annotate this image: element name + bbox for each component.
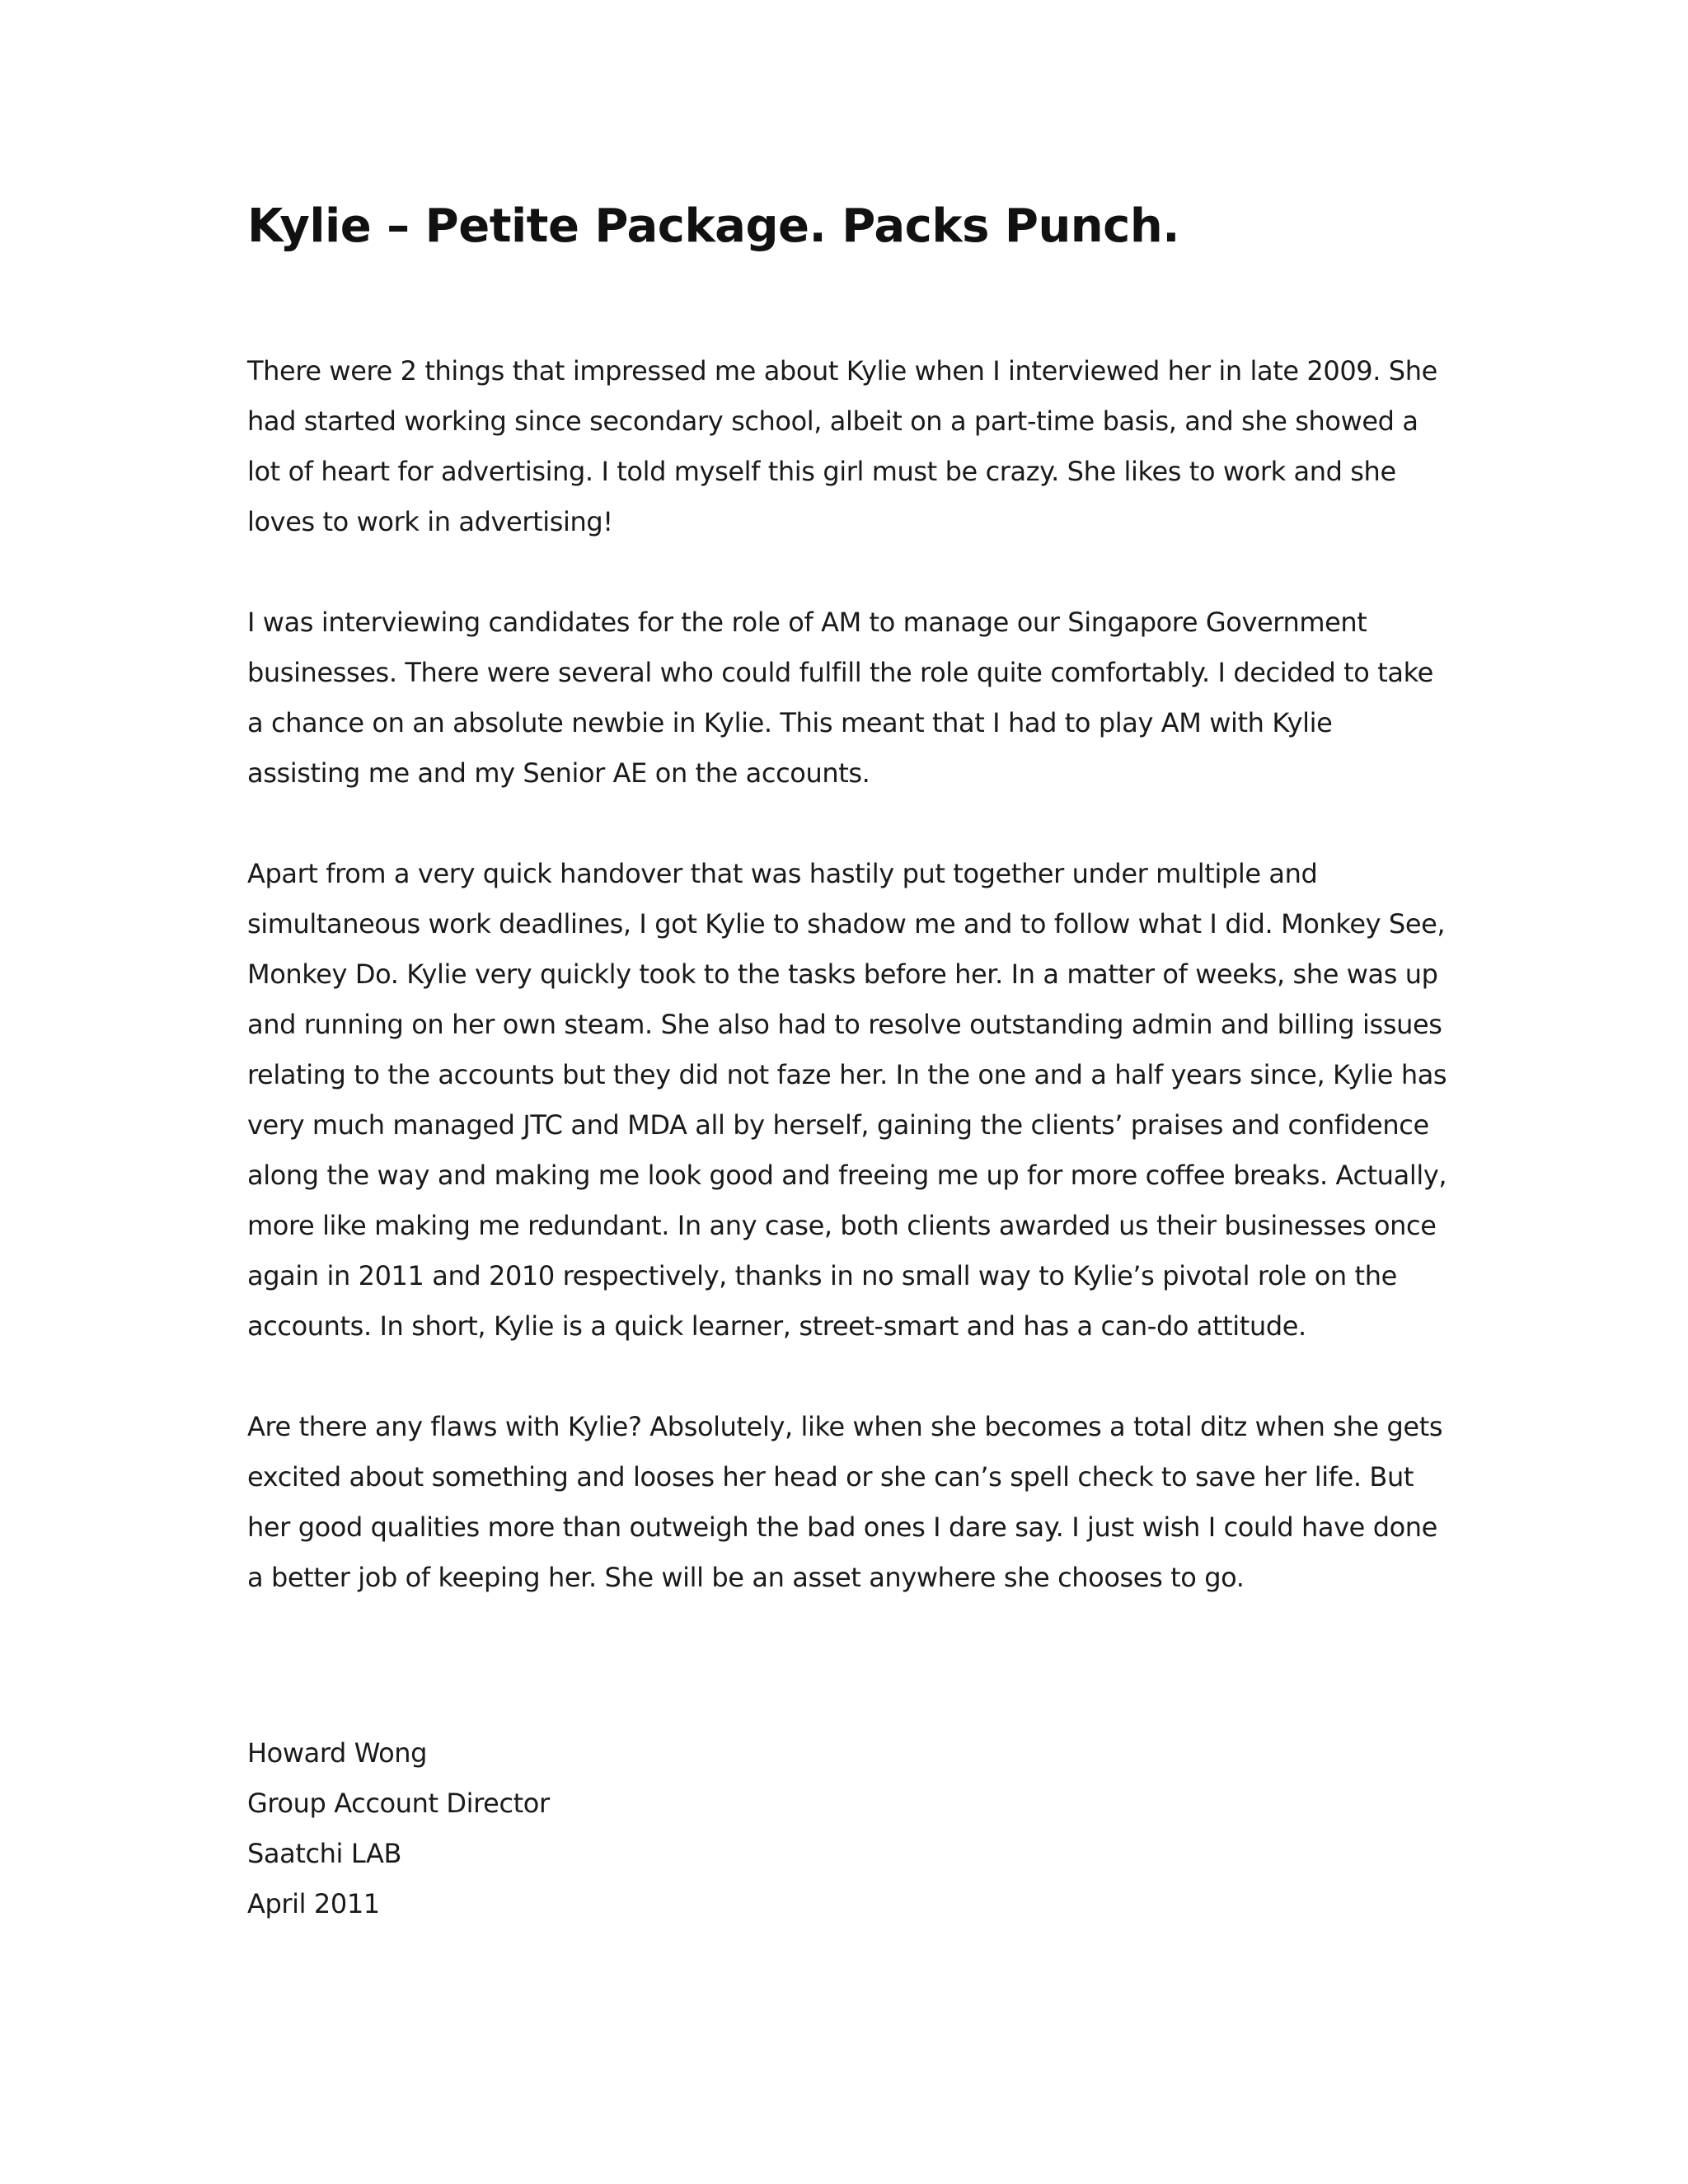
paragraph-interview: I was interviewing candidates for the role of AM to manage our Singapore Government businesses. There were several who could fulfill the role quite comfortably. I decided to take a chance on an absolute newbie in Kylie. This meant that I had to play AM with Kylie assisting me and my Senior AE on the accounts. (247, 607, 1433, 789)
document-page (247, 196, 1451, 1929)
signature-position: Group Account Director (247, 1788, 550, 1819)
signature-date: April 2011 (247, 1888, 380, 1919)
document-body (247, 346, 1451, 1603)
signature-name: Howard Wong (247, 1737, 428, 1769)
document-title: Kylie – Petite Package. Packs Punch. (247, 199, 1180, 253)
paragraph-performance: Apart from a very quick handover that was hastily put together under multiple and simultaneous work deadlines, I got Kylie to shadow me and to follow what I did. Monkey See, Monkey Do. Kylie very quickly took to the tasks before her. In a matter of weeks, she was up and running on her own steam. She also had to resolve outstanding admin and billing issues relating to the accounts but they did not faze her. In the one and a half years since, Kylie has very much managed JTC and MDA all by herself, gaining the clients’ praises and confidence along the way and making me look good and freeing me up for more coffee breaks. Actually, more like making me redundant. In any case, both clients awarded us their businesses once again in 2011 and 2010 respectively, thanks in no small way to Kylie’s pivotal role on the accounts. In short, Kylie is a quick learner, street-smart and has a can-do attitude. (247, 858, 1447, 1342)
signature-block (247, 1728, 1451, 1929)
signature-company: Saatchi LAB (247, 1838, 402, 1869)
paragraph-intro: There were 2 things that impressed me about Kylie when I interviewed her in late 2009. She had started working since secondary school, albeit on a part-time basis, and she showed a lot of heart for advertising. I told myself this girl must be crazy. She likes to work and she loves to work in advertising! (247, 355, 1437, 537)
paragraph-flaws: Are there any flaws with Kylie? Absolutely, like when she becomes a total ditz when she gets excited about something and looses her head or she can’s spell check to save her life. But her good qualities more than outweigh the bad ones I dare say. I just wish I could have done a better job of keeping her. She will be an asset anywhere she chooses to go. (247, 1411, 1443, 1593)
